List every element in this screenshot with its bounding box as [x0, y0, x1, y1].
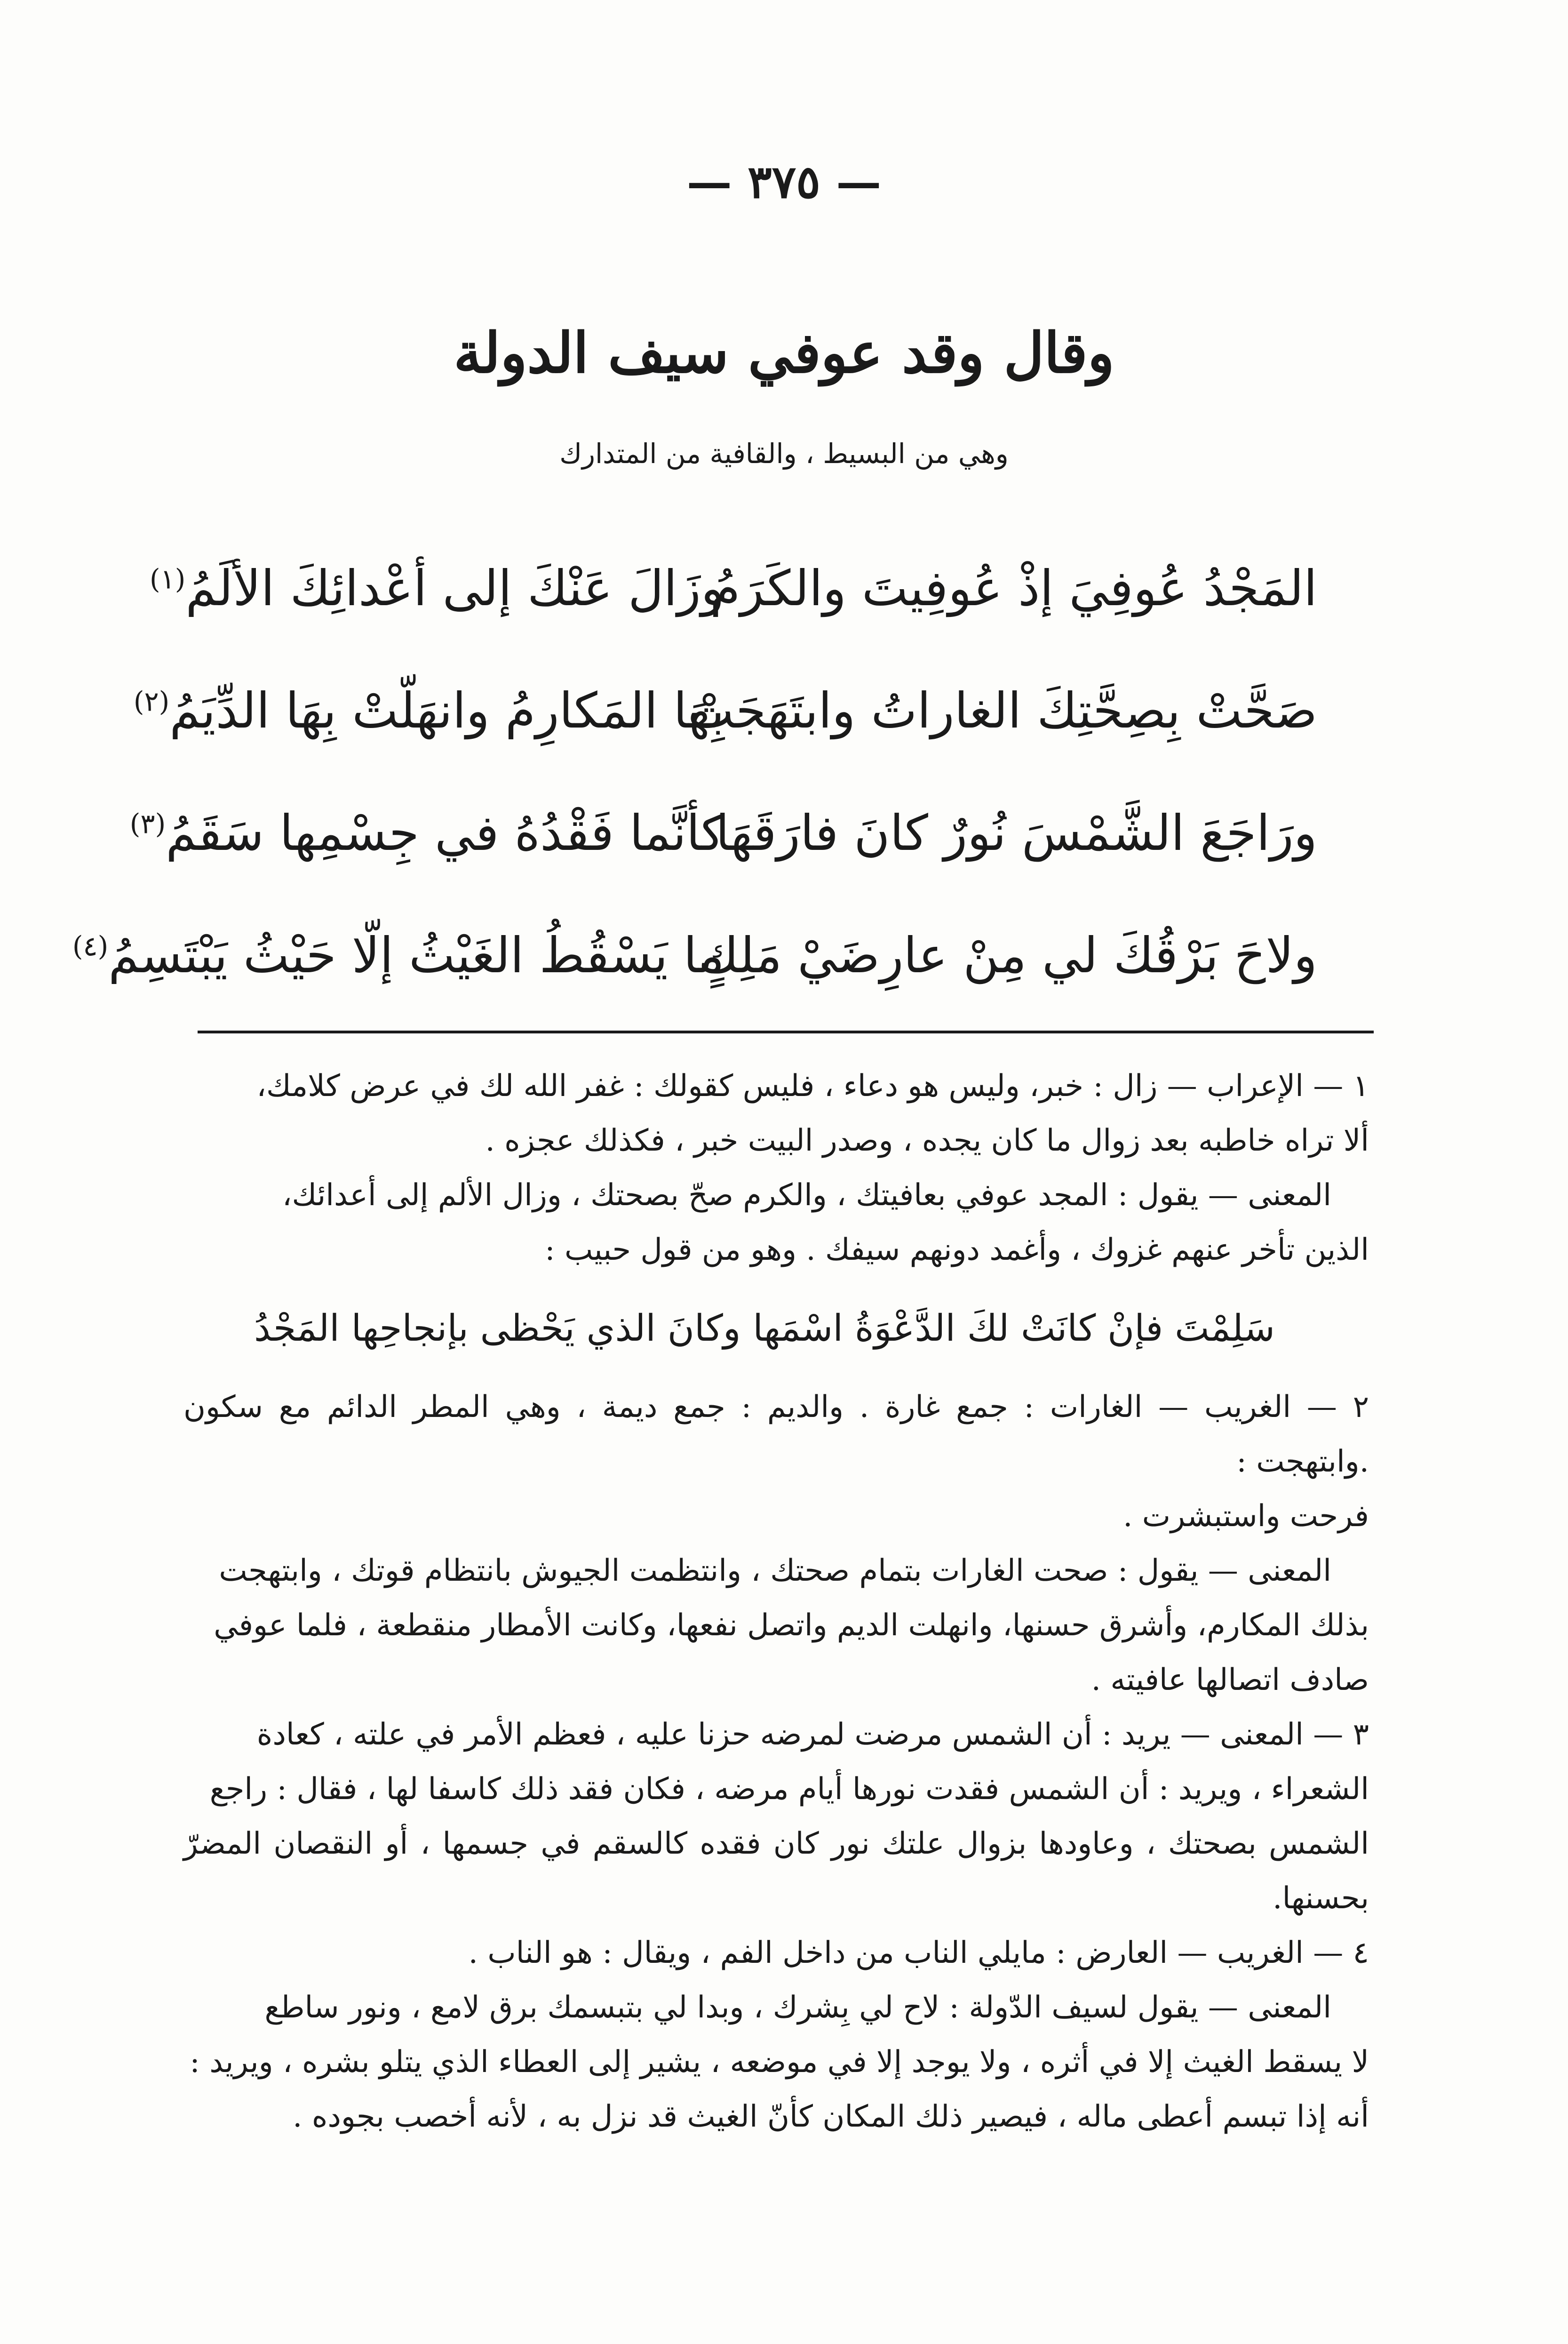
note-4-meaning-line: لا يسقط الغيث إلا في أثره ، ولا يوجد إلا في موضعه ، يشير إلى العطاء الذي يتلو بشره ، ويريد : [190, 2045, 1369, 2080]
note-2-meaning-line: بذلك المكارم، وأشرق حسنها، وانهلت الديم واتصل نفعها، وكانت الأمطار منقطعة ، فلما عوفي [214, 1608, 1369, 1643]
note-3-line: الشعراء ، ويريد : أن الشمس فقدت نورها أيام مرضه ، فكان فقد ذلك كاسفا لها ، فقال : راجع [209, 1772, 1369, 1807]
footnote-divider [198, 1031, 1374, 1033]
footnote-mark-2: (٢) [133, 685, 170, 718]
verse-3-second-hemistich [129, 804, 724, 862]
verse-2-first-hemistich: صَحَّتْ بِصِحَّتِكَ الغاراتُ وابتَهَجَتْ [687, 682, 1317, 739]
note-4-line: ٤ — الغريب — العارض : مايلي الناب من داخل الفم ، ويقال : هو الناب . [468, 1936, 1369, 1970]
note-1 [183, 1059, 1369, 1364]
note-1-meaning-line: الذين تأخر عنهم غزوك ، وأغمد دونهم سيفك . وهو من قول حبيب : [545, 1232, 1369, 1267]
quoted-verse-second: وكانَ الذي يَحْظى بإنجاحِها المَجْدُ [254, 1307, 741, 1350]
note-2-line: ٢ — الغريب — الغارات : جمع غارة . والديم : جمع ديمة ، وهي المطر الدائم مع سكون .وابتهجت : [183, 1390, 1369, 1479]
verse-3-second-text: كأنَّما فَقْدُهُ في جِسْمِها سَقَمُ [166, 804, 724, 862]
verse-2 [133, 649, 1317, 772]
note-1-line: ألا تراه خاطبه بعد زوال ما كان يجده ، وصدر البيت خبر ، فكذلك عجزه . [485, 1123, 1369, 1158]
verse-1-second-hemistich [149, 560, 724, 617]
verse-4-second-hemistich [72, 927, 724, 984]
verse-2-second-hemistich [133, 682, 724, 739]
note-1-meaning-line: المعنى — يقول : المجد عوفي بعافيتك ، والكرم صحّ بصحتك ، وزال الألم إلى أعدائك، [282, 1178, 1331, 1213]
poem-subtitle: وهي من البسيط ، والقافية من المتدارك [559, 438, 1009, 470]
note-2-line: فرحت واستبشرت . [1123, 1499, 1369, 1534]
verse-3-first-hemistich: ورَاجَعَ الشَّمْسَ نُورٌ كانَ فارَقَهَا [716, 804, 1317, 862]
commentary-notes [183, 1059, 1369, 2144]
verse-4 [72, 894, 1317, 1016]
poem-title: وقال وقد عوفي سيف الدولة [454, 320, 1114, 385]
note-4-meaning-line: أنه إذا تبسم أعطى ماله ، فيصير ذلك المكان كأنّ الغيث قد نزل به ، لأنه أخصب بجوده . [293, 2099, 1369, 2134]
quoted-verse-first: سَلِمْتَ فإنْ كانَتْ لكَ الدَّعْوَةُ اسْمَها [753, 1307, 1275, 1350]
note-3-line: الشمس بصحتك ، وعاودها بزوال علتك نور كان فقده كالسقم في جسمها ، أو النقصان المضرّ بحسنها. [183, 1826, 1369, 1916]
verse-4-first-hemistich: ولاحَ بَرْقُكَ لي مِنْ عارِضَيْ مَلِكٍ [698, 927, 1317, 984]
quoted-verse [254, 1293, 1275, 1364]
note-1-line: ١ — الإعراب — زال : خبر، وليس هو دعاء ، فليس كقولك : غفر الله لك في عرض كلامك، [256, 1069, 1369, 1104]
poem-verses [72, 527, 1317, 1016]
note-2-meaning-line: صادف اتصالها عافيته . [1091, 1663, 1369, 1697]
verse-2-second-text: بِهَا المَكارِمُ وانهَلّتْ بِهَا الدِّيَمُ [169, 682, 724, 739]
verse-1-second-text: وزَالَ عَنْكَ إلى أعْدائِكَ الألَمُ [185, 560, 724, 617]
note-3 [183, 1707, 1369, 1926]
note-2 [183, 1380, 1369, 1707]
footnote-mark-3: (٣) [129, 808, 166, 840]
verse-1-first-hemistich: المَجْدُ عُوفِيَ إذْ عُوفِيتَ والكَرَمُ [709, 560, 1317, 617]
verse-3 [129, 772, 1317, 894]
verse-1 [149, 527, 1317, 649]
footnote-mark-1: (١) [149, 563, 186, 595]
footnote-mark-4: (٤) [72, 930, 109, 962]
note-4-meaning-line: المعنى — يقول لسيف الدّولة : لاح لي بِشرك ، وبدا لي بتبسمك برق لامع ، ونور ساطع [264, 1990, 1331, 2025]
note-2-meaning-line: المعنى — يقول : صحت الغارات بتمام صحتك ، وانتظمت الجيوش بانتظام قوتك ، وابتهجت [219, 1553, 1331, 1588]
note-3-line: ٣ — المعنى — يريد : أن الشمس مرضت لمرضه حزنا عليه ، فعظم الأمر في علته ، كعادة [256, 1717, 1369, 1752]
verse-4-second-text: ما يَسْقُطُ الغَيْثُ إلّا حَيْثُ يَبْتَسِمُ [108, 927, 724, 984]
note-4 [183, 1926, 1369, 2144]
page-number: — ٣٧٥ — [686, 155, 882, 208]
